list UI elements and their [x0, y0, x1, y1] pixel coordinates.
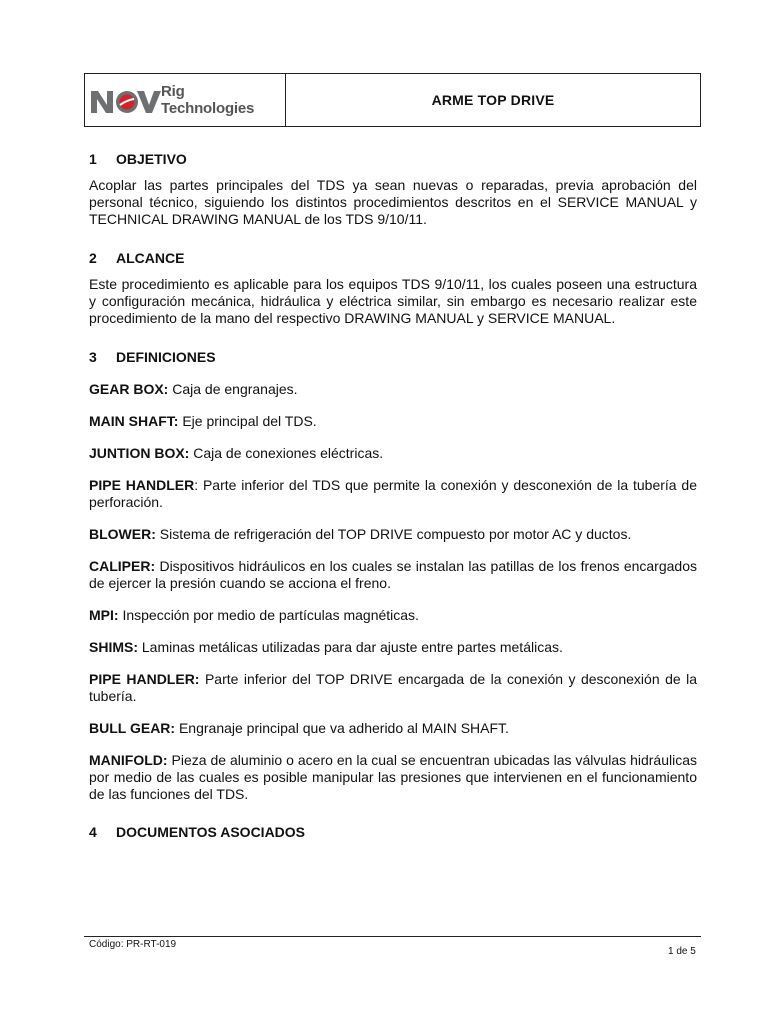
definition-text: Parte inferior del TOP DRIVE encargada de la conexión y desconexión de la tubería.	[89, 671, 697, 704]
section-heading	[89, 349, 697, 366]
section-documentos-asociados	[89, 824, 697, 841]
definition-item	[89, 381, 697, 398]
section-title: DOCUMENTOS ASOCIADOS	[116, 824, 306, 840]
definition-text: Dispositivos hidráulicos en los cuales se instalan las patillas de los frenos encargados de ejercer la presión cuando se acciona el freno.	[89, 558, 697, 591]
definition-term: MPI:	[89, 607, 119, 623]
section-paragraph: Este procedimiento es aplicable para los equipos TDS 9/10/11, los cuales poseen una estructura y configuración mecánica, hidráulica y eléctrica similar, sin embargo es necesario realizar este procedimiento de la mano del respectivo DRAWING MANUAL y SERVICE MANUAL.	[89, 276, 697, 326]
definition-term: JUNTION BOX:	[89, 445, 190, 461]
definition-text: Caja de engranajes.	[168, 381, 298, 397]
section-number: 2	[89, 250, 97, 266]
definition-item	[89, 607, 697, 624]
definition-item	[89, 526, 697, 543]
section-title: OBJETIVO	[116, 151, 187, 167]
definition-term: MANIFOLD:	[89, 752, 168, 768]
definition-text: Inspección por medio de partículas magnéticas.	[118, 607, 419, 623]
definition-text: Caja de conexiones eléctricas.	[189, 445, 384, 461]
section-title: ALCANCE	[116, 250, 185, 266]
definition-item	[89, 639, 697, 656]
definition-text: : Parte inferior del TDS que permite la conexión y desconexión de la tubería de perforación.	[89, 477, 697, 510]
definition-item	[89, 413, 697, 430]
definition-term: PIPE HANDLER	[89, 477, 195, 493]
definition-term: BLOWER:	[89, 526, 156, 542]
definition-item	[89, 720, 697, 737]
definition-term: GEAR BOX:	[89, 381, 169, 397]
company-logo	[85, 74, 286, 126]
definition-text: Pieza de aluminio o acero en la cual se encuentran ubicadas las válvulas hidráulicas por medio de las cuales es posible manipular las presiones que intervienen en el funcionamiento de las funciones del TDS.	[89, 752, 697, 802]
section-heading	[89, 250, 697, 267]
definition-item	[89, 445, 697, 462]
document-header	[84, 73, 701, 127]
definition-term: BULL GEAR:	[89, 720, 176, 736]
document-body	[89, 151, 697, 841]
logo-brand-line2: Technologies	[161, 100, 255, 117]
definition-item	[89, 671, 697, 705]
logo-brand-text	[161, 83, 254, 117]
nov-logo-icon	[89, 88, 161, 116]
footer-document-code: Código: PR-RT-019	[89, 939, 177, 950]
definition-item	[89, 752, 697, 803]
definition-term: SHIMS:	[89, 639, 138, 655]
definition-item	[89, 477, 697, 511]
section-paragraph: Acoplar las partes principales del TDS ya sean nuevas o reparadas, previa aprobación del personal técnico, siguiendo los distintos procedimientos descritos en el SERVICE MANUAL y TECHNICAL DRAWING MANUAL de los TDS 9/10/11.	[89, 177, 697, 227]
section-alcance	[89, 250, 697, 327]
section-title: DEFINICIONES	[116, 349, 216, 365]
footer-page-number: 1 de 5	[668, 946, 696, 957]
definition-text: Sistema de refrigeración del TOP DRIVE compuesto por motor AC y ductos.	[155, 526, 632, 542]
definition-term: MAIN SHAFT:	[89, 413, 179, 429]
definition-term: CALIPER:	[89, 558, 156, 574]
definition-text: Engranaje principal que va adherido al MAIN SHAFT.	[175, 720, 509, 736]
logo-brand-line1: Rig	[161, 83, 185, 100]
section-number: 1	[89, 151, 97, 167]
section-definiciones	[89, 349, 697, 803]
definition-text: Laminas metálicas utilizadas para dar ajuste entre partes metálicas.	[138, 639, 563, 655]
section-heading	[89, 824, 697, 841]
section-number: 4	[89, 824, 97, 840]
section-objetivo	[89, 151, 697, 228]
definition-item	[89, 558, 697, 592]
definition-term: PIPE HANDLER:	[89, 671, 200, 687]
definition-text: Eje principal del TDS.	[178, 413, 317, 429]
document-title: ARME TOP DRIVE	[431, 92, 555, 108]
footer-divider	[84, 936, 701, 937]
section-heading	[89, 151, 697, 168]
section-number: 3	[89, 349, 97, 365]
